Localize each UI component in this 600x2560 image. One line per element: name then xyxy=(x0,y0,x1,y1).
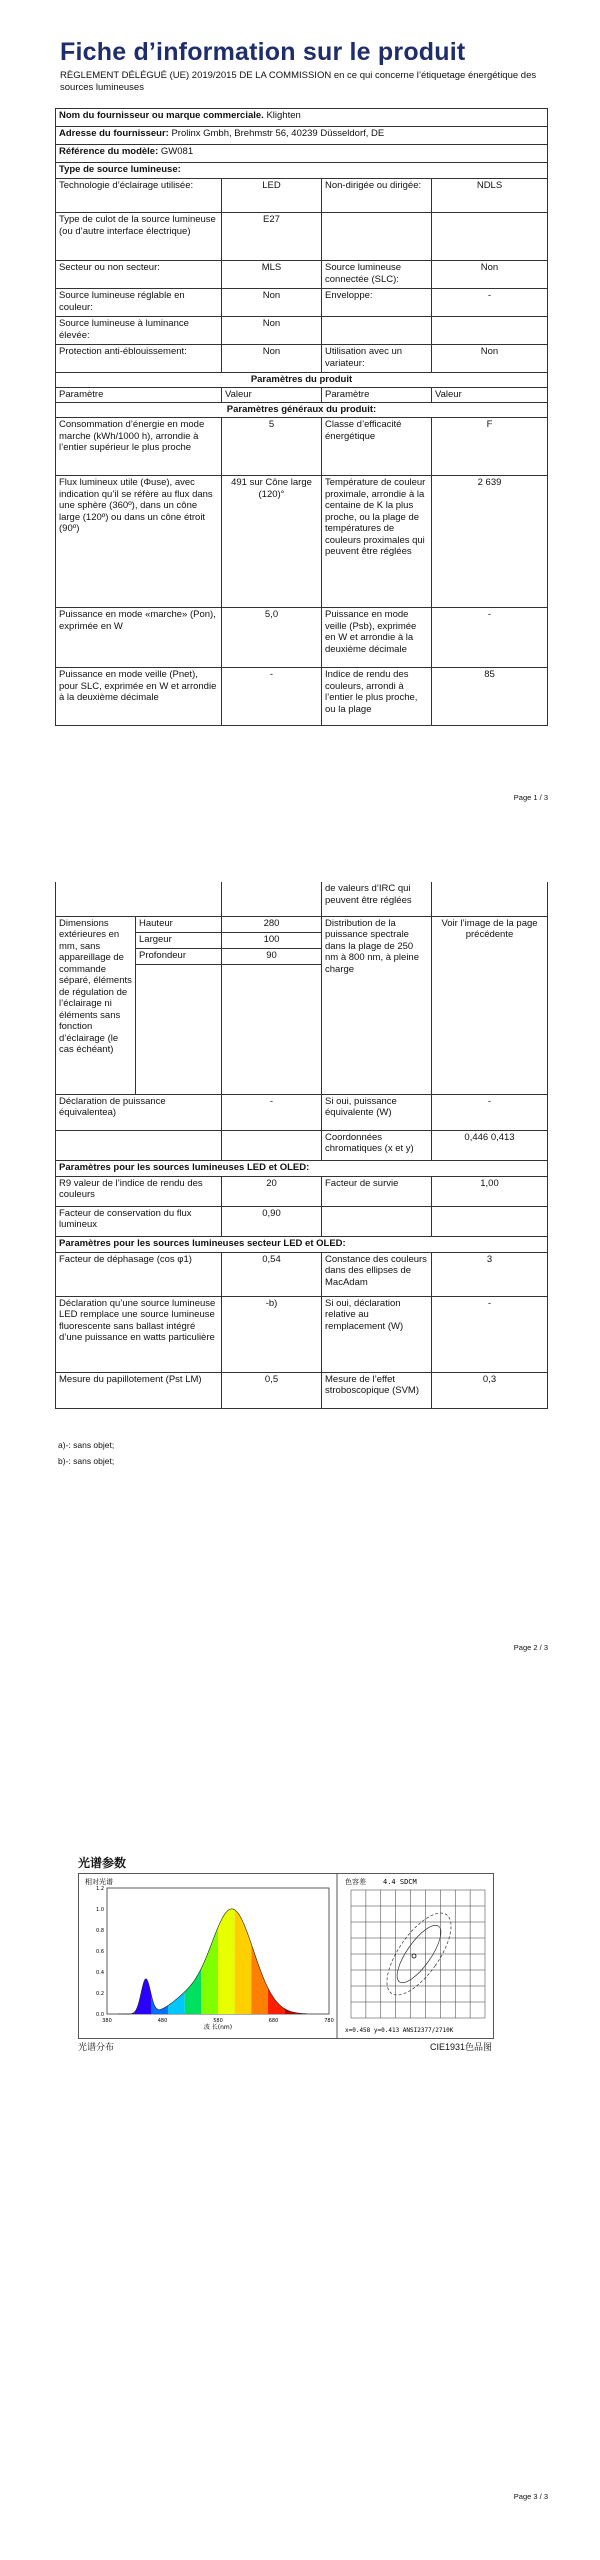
supplier-value: Klighten xyxy=(266,110,301,121)
table-cell: Température de couleur proximale, arrondie à la centaine de K la plus proche, ou la plage de températures de couleurs proximales qui peuvent être réglées xyxy=(322,476,432,608)
table-cell: Secteur ou non secteur: xyxy=(56,261,222,289)
regulation-text: RÈGLEMENT DÉLÉGUÉ (UE) 2019/2015 DE LA COMMISSION en ce qui concerne l’étiquetage énergétique des sources lumineuses xyxy=(60,70,537,93)
table-cell: Mesure de l’effet stroboscopique (SVM) xyxy=(322,1372,432,1408)
table-cell: Type de culot de la source lumineuse (ou d’autre interface électrique) xyxy=(56,213,222,261)
table-cell: R9 valeur de l’indice de rendu des couleurs xyxy=(56,1176,222,1206)
table-cell: Constance des couleurs dans des ellipses de MacAdam xyxy=(322,1252,432,1296)
table-cell: Mesure du papillotement (Pst LM) xyxy=(56,1372,222,1408)
spectrum-band xyxy=(168,1992,185,2014)
table-cell: 2 639 xyxy=(432,476,548,608)
table-cell: - xyxy=(432,1094,548,1130)
table-cell: 3 xyxy=(432,1252,548,1296)
table-cell: Si oui, déclaration relative au remplacement (W) xyxy=(322,1296,432,1372)
table-cell: Coordonnées chromatiques (x et y) xyxy=(322,1130,432,1160)
table-cell: E27 xyxy=(222,213,322,261)
table-cell: 0,5 xyxy=(222,1372,322,1408)
x-axis-label: 波 长(nm) xyxy=(203,2024,233,2031)
column-header: Valeur xyxy=(432,388,548,403)
table-cell xyxy=(222,882,322,916)
dim-value: 100 xyxy=(222,932,322,948)
table-cell xyxy=(56,882,222,916)
dim-label: Largeur xyxy=(136,932,222,948)
table-cell: Non xyxy=(222,345,322,373)
spectrum-band xyxy=(218,1909,235,2014)
table-cell: - xyxy=(222,1094,322,1130)
table-cell xyxy=(136,964,222,1094)
x-tick-label: 780 xyxy=(324,2018,334,2024)
dim-label: Hauteur xyxy=(136,916,222,932)
table-cell: Classe d’efficacité énergétique xyxy=(322,418,432,476)
table-cell: Non xyxy=(432,345,548,373)
spectrum-band xyxy=(201,1927,218,2014)
table-cell xyxy=(322,317,432,345)
column-header: Paramètre xyxy=(322,388,432,403)
table-cell: - xyxy=(432,608,548,668)
page2-sheet xyxy=(55,882,547,1409)
x-tick-label: 680 xyxy=(268,2018,279,2024)
table-cell: Source lumineuse réglable en couleur: xyxy=(56,289,222,317)
y-tick-label: 1.2 xyxy=(96,1886,104,1892)
table-cell: F xyxy=(432,418,548,476)
cie-label: 色容差 xyxy=(345,1878,366,1886)
spectrum-band xyxy=(235,1910,252,2014)
page-footer: Page 1 / 3 xyxy=(513,793,548,802)
table-cell: Utilisation avec un variateur: xyxy=(322,345,432,373)
y-tick-label: 1.0 xyxy=(96,1907,104,1913)
general-heading: Paramètres généraux du produit: xyxy=(56,403,548,418)
chromaticity-point xyxy=(412,1954,416,1958)
model-label: Référence du modèle: xyxy=(59,146,159,157)
table-cell xyxy=(432,1206,548,1236)
table-cell: Puissance en mode veille (Pnet), pour SLC, exprimée en W et arrondie à la deuxième décimale xyxy=(56,668,222,726)
column-header: Paramètre xyxy=(56,388,222,403)
table-cell: Consommation d’énergie en mode marche (kWh/1000 h), arrondie à l’entier supérieur le plus proche xyxy=(56,418,222,476)
table-cell: Facteur de conservation du flux lumineux xyxy=(56,1206,222,1236)
table-cell: 5,0 xyxy=(222,608,322,668)
product-info-table-continued xyxy=(55,882,548,1409)
table-cell: LED xyxy=(222,179,322,213)
cie-value: 4.4 SDCM xyxy=(383,1878,417,1886)
table-cell: Non xyxy=(222,289,322,317)
table-cell: 85 xyxy=(432,668,548,726)
x-tick-label: 380 xyxy=(102,2018,112,2024)
table-cell: Source lumineuse connectée (SLC): xyxy=(322,261,432,289)
spectral-label: Distribution de la puissance spectrale dans la plage de 250 nm à 800 nm, à pleine charge xyxy=(322,916,432,1094)
table-cell: 0,54 xyxy=(222,1252,322,1296)
table-cell: Non xyxy=(432,261,548,289)
x-tick-label: 480 xyxy=(157,2018,168,2024)
params-heading: Paramètres du produit xyxy=(56,373,548,388)
table-cell: Source lumineuse à luminance élevée: xyxy=(56,317,222,345)
table-cell: Indice de rendu des couleurs, arrondi à l’entier le plus proche, ou la plage xyxy=(322,668,432,726)
table-cell: Non-dirigée ou dirigée: xyxy=(322,179,432,213)
model-value: GW081 xyxy=(160,146,194,157)
y-tick-label: 0.6 xyxy=(96,1949,104,1955)
page1-sheet xyxy=(55,108,547,726)
y-tick-label: 0.2 xyxy=(96,1991,104,1997)
y-tick-label: 0.8 xyxy=(96,1928,104,1934)
page-footer: Page 3 / 3 xyxy=(513,2492,548,2501)
table-cell: Puissance en mode «marche» (Pon), exprimée en W xyxy=(56,608,222,668)
table-cell: 491 sur Cône large (120)° xyxy=(222,476,322,608)
dim-value: 280 xyxy=(222,916,322,932)
table-cell xyxy=(432,317,548,345)
table-cell xyxy=(322,1206,432,1236)
table-cell: 20 xyxy=(222,1176,322,1206)
table-cell xyxy=(222,964,322,1094)
table-cell: 1,00 xyxy=(432,1176,548,1206)
dim-label: Profondeur xyxy=(136,948,222,964)
spectrum-band xyxy=(251,1944,268,2014)
irc-continued: de valeurs d’IRC qui peuvent être réglées xyxy=(322,882,432,916)
cie-grid xyxy=(351,1890,485,2018)
mains-heading: Paramètres pour les sources lumineuses secteur LED et OLED: xyxy=(56,1236,548,1252)
table-cell: Déclaration de puissance équivalentea) xyxy=(56,1094,222,1130)
table-cell: 0,3 xyxy=(432,1372,548,1408)
supplier-label: Nom du fournisseur ou marque commerciale. xyxy=(59,110,264,121)
table-cell: - xyxy=(222,668,322,726)
address-label: Adresse du fournisseur: xyxy=(59,128,169,139)
table-cell: Si oui, puissance équivalente (W) xyxy=(322,1094,432,1130)
cie-caption: CIE1931色品图 xyxy=(430,2042,493,2052)
footnote-a: a)-: sans objet; xyxy=(58,1440,115,1450)
spectrum-caption: 光谱分布 xyxy=(78,2042,115,2052)
spectrum-band xyxy=(185,1968,202,2014)
table-cell: Puissance en mode veille (Psb), exprimée en W et arrondie à la deuxième décimale xyxy=(322,608,432,668)
table-cell xyxy=(432,213,548,261)
spectrum-chart xyxy=(96,1886,334,2031)
table-cell: Enveloppe: xyxy=(322,289,432,317)
address-row xyxy=(56,127,548,145)
table-cell xyxy=(432,882,548,916)
title: Fiche d’information sur le produit xyxy=(60,38,466,66)
x-tick-label: 580 xyxy=(213,2018,223,2024)
table-cell: - xyxy=(432,1296,548,1372)
table-cell: NDLS xyxy=(432,179,548,213)
table-cell: Non xyxy=(222,317,322,345)
table-cell xyxy=(322,213,432,261)
table-cell xyxy=(56,1130,222,1160)
model-row xyxy=(56,145,548,163)
spectrum-figure xyxy=(79,1874,493,2038)
table-cell: Facteur de survie xyxy=(322,1176,432,1206)
table-cell: Protection anti-éblouissement: xyxy=(56,345,222,373)
product-info-table xyxy=(55,108,548,726)
table-cell: Facteur de déphasage (cos φ1) xyxy=(56,1252,222,1296)
led-heading: Paramètres pour les sources lumineuses LED et OLED: xyxy=(56,1160,548,1176)
spectrum-box xyxy=(78,1873,494,2039)
spectral-value: Voir l’image de la page précédente xyxy=(432,916,548,1094)
table-cell: -b) xyxy=(222,1296,322,1372)
footnote-b: b)-: sans objet; xyxy=(58,1456,115,1466)
dims-label: Dimensions extérieures en mm, sans appareillage de commande séparé, éléments de régulation de l’éclairage ni éléments sans fonction d’éclairage (le cas échéant) xyxy=(56,916,136,1094)
table-cell: Technologie d’éclairage utilisée: xyxy=(56,179,222,213)
source-type-heading: Type de source lumineuse: xyxy=(56,163,548,179)
spectrum-title: 光谱参数 xyxy=(78,1856,127,1870)
page-footer: Page 2 / 3 xyxy=(513,1643,548,1652)
table-cell xyxy=(222,1130,322,1160)
table-cell: - xyxy=(432,289,548,317)
table-cell: 0,90 xyxy=(222,1206,322,1236)
cie-coords: x=0.458 y=0.413 ANSI2377/2710K xyxy=(345,2027,454,2034)
spectrum-label: 相对光谱 xyxy=(85,1878,113,1886)
table-cell: Déclaration qu’une source lumineuse LED remplace une source lumineuse fluorescente sans ballast intégré d’une puissance en watts particulière xyxy=(56,1296,222,1372)
column-header: Valeur xyxy=(222,388,322,403)
y-tick-label: 0.4 xyxy=(96,1970,104,1976)
y-tick-label: 0.0 xyxy=(96,2012,104,2018)
address-value: Prolinx Gmbh, Brehmstr 56, 40239 Düsseldorf, DE xyxy=(171,128,385,139)
table-cell: 0,446 0,413 xyxy=(432,1130,548,1160)
supplier-row xyxy=(56,109,548,127)
dim-value: 90 xyxy=(222,948,322,964)
table-cell: Flux lumineux utile (Φuse), avec indication qu’il se réfère au flux dans une sphère (360º), dans un cône large (120º) ou dans un cône étroit (90º) xyxy=(56,476,222,608)
table-cell: 5 xyxy=(222,418,322,476)
table-cell: MLS xyxy=(222,261,322,289)
